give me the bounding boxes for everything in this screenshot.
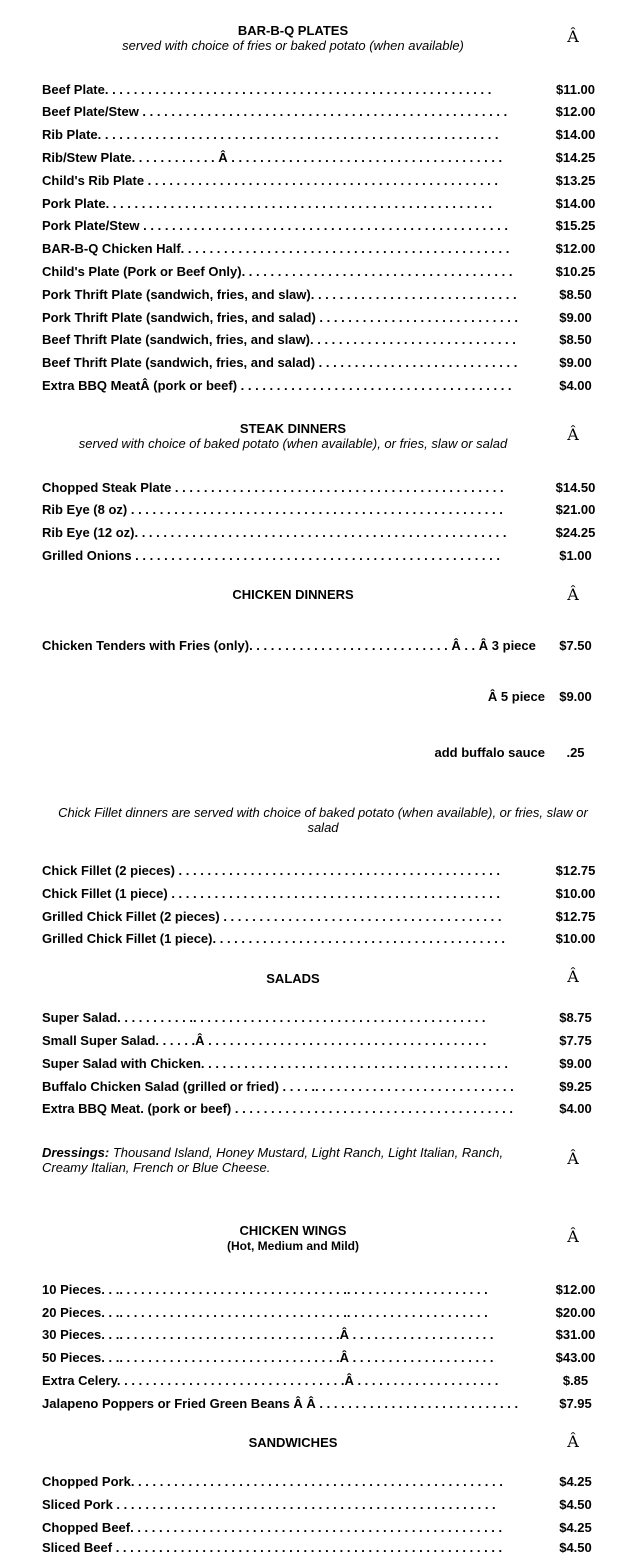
menu-price: $7.75 bbox=[559, 1033, 592, 1048]
menu-price: $.85 bbox=[562, 1373, 589, 1388]
menu-item: 10 Pieces. . .. . . . . . . . . . . . . . . . . . . . . . . . . . . . . . . .. . . . . . . . . . . . . . . . . . . . bbox=[42, 1282, 488, 1297]
menu-price: $15.25 bbox=[555, 218, 596, 233]
menu-price: $9.25 bbox=[559, 1079, 592, 1094]
fillet-note: Chick Fillet dinners are served with choice of baked potato (when available), or fries, slaw or salad bbox=[58, 805, 588, 835]
steak-section-title: STEAK DINNERS bbox=[239, 421, 347, 436]
menu-item: Beef Thrift Plate (sandwich, fries, and salad) . . . . . . . . . . . . . . . . . . . . . . . . . . . . bbox=[42, 355, 518, 370]
menu-price: $10.00 bbox=[555, 931, 596, 946]
bbq-section-title: BAR-B-Q PLATES bbox=[237, 23, 349, 38]
sandwiches-section-title: SANDWICHES bbox=[248, 1435, 338, 1450]
menu-item: Buffalo Chicken Salad (grilled or fried) . . . . .. . . . . . . . . . . . . . . . . . . . . . . . . . . . bbox=[42, 1079, 514, 1094]
menu-item: Super Salad. . . . . . . . . . .. . . . . . . . . . . . . . . . . . . . . . . . . . . . . . . . . . . . . . . . . bbox=[42, 1010, 486, 1025]
wings-section-subtitle: (Hot, Medium and Mild) bbox=[227, 1239, 359, 1253]
menu-item: 20 Pieces. . .. . . . . . . . . . . . . . . . . . . . . . . . . . . . . . . .. . . . . . . . . . . . . . . . . . . . bbox=[42, 1305, 488, 1320]
menu-price: $13.25 bbox=[555, 173, 596, 188]
dressings-text bbox=[42, 1145, 522, 1175]
menu-price: $43.00 bbox=[555, 1350, 596, 1365]
menu-item: Super Salad with Chicken. . . . . . . . . . . . . . . . . . . . . . . . . . . . . . . . . . . . . . . . . . . bbox=[42, 1056, 508, 1071]
menu-item: BAR-B-Q Chicken Half. . . . . . . . . . . . . . . . . . . . . . . . . . . . . . . . . . . . . . . . . . . . . . bbox=[42, 241, 510, 256]
menu-price: $4.25 bbox=[559, 1474, 592, 1489]
menu-price: $12.75 bbox=[555, 863, 596, 878]
dressings-list: Thousand Island, Honey Mustard, Light Ranch, Light Italian, Ranch, Creamy Italian, French or Blue Cheese. bbox=[42, 1145, 504, 1175]
menu-item: Rib/Stew Plate. . . . . . . . . . . . Â . . . . . . . . . . . . . . . . . . . . . . . . . . . . . . . . . . . . . . bbox=[42, 150, 503, 165]
menu-price: $12.00 bbox=[555, 104, 596, 119]
dressings-symbol: Â bbox=[567, 1149, 579, 1168]
menu-price: $4.00 bbox=[559, 1101, 592, 1116]
menu-item: Pork Thrift Plate (sandwich, fries, and slaw). . . . . . . . . . . . . . . . . . . . . . . . . . . . . bbox=[42, 287, 517, 302]
menu-item: Chick Fillet (1 piece) . . . . . . . . . . . . . . . . . . . . . . . . . . . . . . . . . . . . . . . . . . . . . . bbox=[42, 886, 500, 901]
chicken-section-title: CHICKEN DINNERS bbox=[232, 587, 354, 602]
menu-price: $11.00 bbox=[555, 82, 596, 97]
menu-price: $10.25 bbox=[555, 264, 596, 279]
menu-price: $7.95 bbox=[559, 1396, 592, 1411]
menu-item: Small Super Salad. . . . . .Â . . . . . . . . . . . . . . . . . . . . . . . . . . . . . . . . . . . . . . . bbox=[42, 1033, 487, 1048]
buffalo-label: add buffalo sauce bbox=[434, 745, 545, 760]
bbq-section-subtitle: served with choice of fries or baked potato (when available) bbox=[122, 38, 464, 53]
menu-item: 50 Pieces. . .. . . . . . . . . . . . . . . . . . . . . . . . . . . . . . .Â . . . . . . . . . . . . . . . . . . . . bbox=[42, 1350, 494, 1365]
tenders-price: $7.50 bbox=[559, 638, 592, 653]
menu-item: Pork Plate/Stew . . . . . . . . . . . . . . . . . . . . . . . . . . . . . . . . . . . . . . . . . . . . . . . . . . . bbox=[42, 218, 508, 233]
menu-price: $4.50 bbox=[559, 1497, 592, 1512]
menu-item: Chick Fillet (2 pieces) . . . . . . . . . . . . . . . . . . . . . . . . . . . . . . . . . . . . . . . . . . . . . bbox=[42, 863, 500, 878]
menu-price: $31.00 bbox=[555, 1327, 596, 1342]
sandwiches-symbol: Â bbox=[567, 1432, 579, 1451]
menu-item: Sliced Pork . . . . . . . . . . . . . . . . . . . . . . . . . . . . . . . . . . . . . . . . . . . . . . . . . . . . . bbox=[42, 1497, 496, 1512]
menu-price: $4.50 bbox=[559, 1540, 592, 1555]
steak-symbol: Â bbox=[567, 425, 579, 444]
menu-price: $10.00 bbox=[555, 886, 596, 901]
steak-section-subtitle: served with choice of baked potato (when available), or fries, slaw or salad bbox=[78, 436, 508, 451]
menu-price: $21.00 bbox=[555, 502, 596, 517]
menu-price: $14.00 bbox=[555, 127, 596, 142]
menu-item: Grilled Chick Fillet (2 pieces) . . . . . . . . . . . . . . . . . . . . . . . . . . . . . . . . . . . . . . . bbox=[42, 909, 502, 924]
menu-price: $9.00 bbox=[559, 355, 592, 370]
menu-item: Chopped Steak Plate . . . . . . . . . . . . . . . . . . . . . . . . . . . . . . . . . . . . . . . . . . . . . . bbox=[42, 480, 504, 495]
menu-item: Sliced Beef . . . . . . . . . . . . . . . . . . . . . . . . . . . . . . . . . . . . . . . . . . . . . . . . . . . . . . bbox=[42, 1540, 503, 1555]
menu-item: Extra BBQ MeatÂ (pork or beef) . . . . . . . . . . . . . . . . . . . . . . . . . . . . . . . . . . . . . . bbox=[42, 378, 512, 393]
menu-price: $4.25 bbox=[559, 1520, 592, 1535]
menu-item: Grilled Onions . . . . . . . . . . . . . . . . . . . . . . . . . . . . . . . . . . . . . . . . . . . . . . . . . . . bbox=[42, 548, 500, 563]
menu-item: Chopped Pork. . . . . . . . . . . . . . . . . . . . . . . . . . . . . . . . . . . . . . . . . . . . . . . . . . . . bbox=[42, 1474, 503, 1489]
buffalo-price: .25 bbox=[566, 745, 585, 760]
menu-price: $8.50 bbox=[559, 332, 592, 347]
menu-item: Grilled Chick Fillet (1 piece). . . . . . . . . . . . . . . . . . . . . . . . . . . . . . . . . . . . . . . . . bbox=[42, 931, 506, 946]
wings-symbol: Â bbox=[567, 1227, 579, 1246]
menu-item: Rib Plate. . . . . . . . . . . . . . . . . . . . . . . . . . . . . . . . . . . . . . . . . . . . . . . . . . . . . . . . bbox=[42, 127, 499, 142]
salads-section-title: SALADS bbox=[266, 971, 320, 986]
bbq-symbol: Â bbox=[567, 27, 579, 46]
menu-item: Beef Plate/Stew . . . . . . . . . . . . . . . . . . . . . . . . . . . . . . . . . . . . . . . . . . . . . . . . . . . bbox=[42, 104, 508, 119]
menu-price: $14.00 bbox=[555, 196, 596, 211]
menu-item: Chopped Beef. . . . . . . . . . . . . . . . . . . . . . . . . . . . . . . . . . . . . . . . . . . . . . . . . . . . bbox=[42, 1520, 503, 1535]
menu-price: $1.00 bbox=[559, 548, 592, 563]
menu-price: $20.00 bbox=[555, 1305, 596, 1320]
menu-price: $14.50 bbox=[555, 480, 596, 495]
tenders-five-label: Â 5 piece bbox=[487, 689, 545, 704]
chicken-symbol: Â bbox=[567, 585, 579, 604]
menu-item: Pork Plate. . . . . . . . . . . . . . . . . . . . . . . . . . . . . . . . . . . . . . . . . . . . . . . . . . . . . . bbox=[42, 196, 493, 211]
menu-price: $8.50 bbox=[559, 287, 592, 302]
menu-price: $4.00 bbox=[559, 378, 592, 393]
menu-price: $9.00 bbox=[559, 310, 592, 325]
menu-item: 30 Pieces. . .. . . . . . . . . . . . . . . . . . . . . . . . . . . . . . .Â . . . . . . . . . . . . . . . . . . . . bbox=[42, 1327, 494, 1342]
menu-price: $12.75 bbox=[555, 909, 596, 924]
menu-item: Rib Eye (8 oz) . . . . . . . . . . . . . . . . . . . . . . . . . . . . . . . . . . . . . . . . . . . . . . . . . . . . bbox=[42, 502, 503, 517]
menu-price: $12.00 bbox=[555, 241, 596, 256]
menu-price: $9.00 bbox=[559, 1056, 592, 1071]
menu-item: Child's Rib Plate . . . . . . . . . . . . . . . . . . . . . . . . . . . . . . . . . . . . . . . . . . . . . . . . . bbox=[42, 173, 499, 188]
menu-price: $8.75 bbox=[559, 1010, 592, 1025]
menu-item: Beef Plate. . . . . . . . . . . . . . . . . . . . . . . . . . . . . . . . . . . . . . . . . . . . . . . . . . . . . . bbox=[42, 82, 492, 97]
menu-item: Beef Thrift Plate (sandwich, fries, and slaw). . . . . . . . . . . . . . . . . . . . . . . . . . . . . bbox=[42, 332, 516, 347]
menu-item: Child's Plate (Pork or Beef Only). . . . . . . . . . . . . . . . . . . . . . . . . . . . . . . . . . . . . . bbox=[42, 264, 513, 279]
dressings-label: Dressings: bbox=[42, 1145, 110, 1160]
menu-price: $12.00 bbox=[555, 1282, 596, 1297]
tenders-five-price: $9.00 bbox=[559, 689, 592, 704]
tenders-item: Chicken Tenders with Fries (only). . . . . . . . . . . . . . . . . . . . . . . . . . . . Â . . Â 3 piece bbox=[42, 638, 536, 653]
salads-symbol: Â bbox=[567, 967, 579, 986]
menu-price: $24.25 bbox=[555, 525, 596, 540]
menu-price: $14.25 bbox=[555, 150, 596, 165]
wings-section-title: CHICKEN WINGS bbox=[239, 1223, 347, 1238]
menu-item: Rib Eye (12 oz). . . . . . . . . . . . . . . . . . . . . . . . . . . . . . . . . . . . . . . . . . . . . . . . . . . . bbox=[42, 525, 507, 540]
menu-item: Jalapeno Poppers or Fried Green Beans Â Â . . . . . . . . . . . . . . . . . . . . . . . . . . . . bbox=[42, 1396, 519, 1411]
menu-item: Extra Celery. . . . . . . . . . . . . . . . . . . . . . . . . . . . . . . .Â . . . . . . . . . . . . . . . . . . . . bbox=[42, 1373, 499, 1388]
menu-item: Pork Thrift Plate (sandwich, fries, and salad) . . . . . . . . . . . . . . . . . . . . . . . . . . . . bbox=[42, 310, 519, 325]
menu-item: Extra BBQ Meat. (pork or beef) . . . . . . . . . . . . . . . . . . . . . . . . . . . . . . . . . . . . . . . bbox=[42, 1101, 513, 1116]
